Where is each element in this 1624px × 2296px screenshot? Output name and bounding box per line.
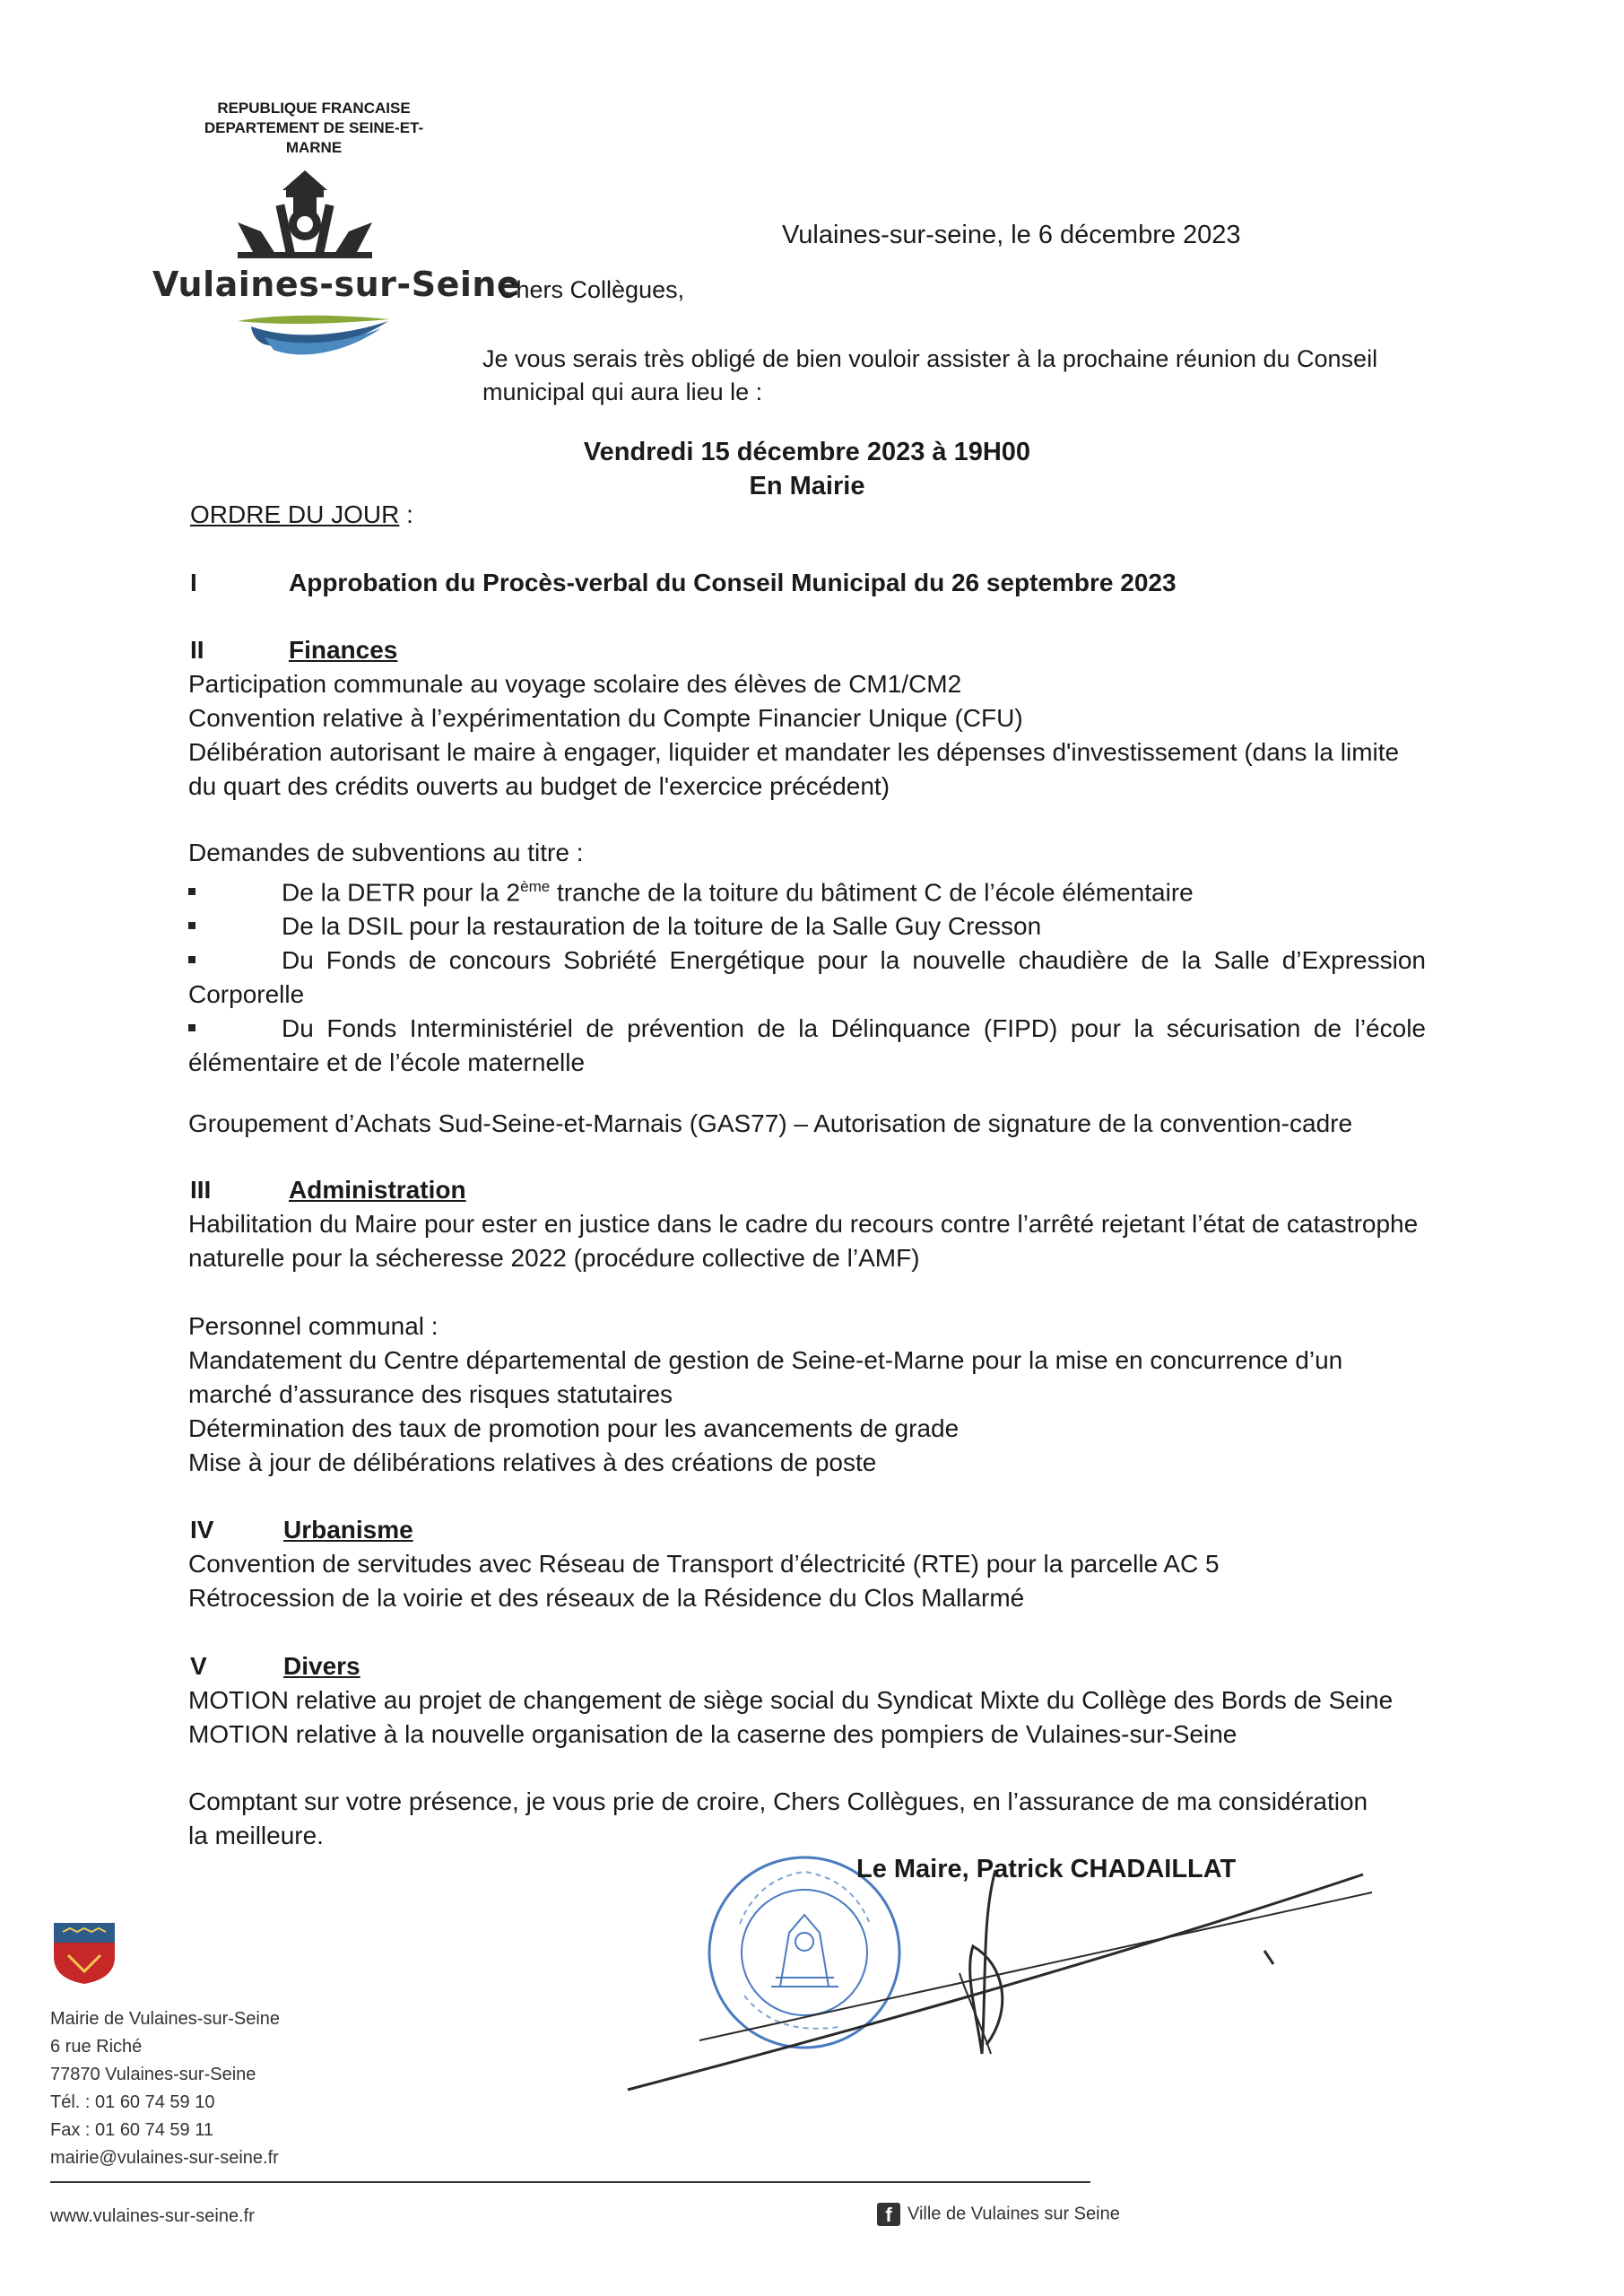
section-3-title: Administration — [289, 1176, 466, 1204]
gas77-item: Groupement d’Achats Sud-Seine-et-Marnais (GAS77) – Autorisation de signature de la convention-cadre — [188, 1109, 1353, 1137]
footer-divider — [50, 2181, 1090, 2183]
list-item: De la DETR pour la 2ème tranche de la toiture du bâtiment C de l’école élémentaire — [188, 870, 1426, 909]
list-item: Mandatement du Centre départemental de gestion de Seine-et-Marne pour la mise en concurrence d’un marché d’assurance des risques statutaires — [188, 1346, 1343, 1408]
list-item: Du Fonds de concours Sobriété Energétique pour la nouvelle chaudière de la Salle d’Expression Corporelle — [188, 946, 1426, 1009]
personnel-items — [188, 1344, 1426, 1480]
republic-header — [179, 99, 448, 158]
republic-line-1: REPUBLIQUE FRANCAISE — [217, 100, 411, 117]
address-line[interactable]: mairie@vulaines-sur-seine.fr — [50, 2148, 279, 2168]
address-line: Fax : 01 60 74 59 11 — [50, 2120, 213, 2140]
address-line: Mairie de Vulaines-sur-Seine — [50, 2009, 281, 2029]
bullet-icon — [188, 1024, 195, 1031]
section-3-num: III — [190, 1176, 212, 1204]
divers-items — [188, 1683, 1426, 1752]
section-2-title: Finances — [289, 636, 398, 664]
section-4-num: IV — [190, 1516, 214, 1544]
closing-paragraph: Comptant sur votre présence, je vous prie de croire, Chers Collègues, en l’assurance de ma considération la meilleure. — [188, 1787, 1368, 1849]
section-1-title: Approbation du Procès-verbal du Conseil Municipal du 26 septembre 2023 — [289, 569, 1177, 596]
list-item: Détermination des taux de promotion pour les avancements de grade — [188, 1414, 960, 1442]
section-4-title: Urbanisme — [283, 1516, 413, 1544]
agenda-heading — [190, 500, 413, 529]
bullet-icon — [188, 956, 195, 963]
subsidy-list — [188, 870, 1426, 1080]
section-5-title: Divers — [283, 1652, 360, 1680]
personnel-label: Personnel communal : — [188, 1312, 439, 1340]
list-item: Rétrocession de la voirie et des réseaux de la Résidence du Clos Mallarmé — [188, 1584, 1025, 1612]
facebook-label: Ville de Vulaines sur Seine — [908, 2204, 1120, 2224]
republic-line-3: MARNE — [285, 139, 343, 156]
meeting-place: En Mairie — [749, 472, 865, 500]
section-5-num: V — [190, 1652, 207, 1680]
list-item: Convention de servitudes avec Réseau de Transport d’électricité (RTE) pour la parcelle AC 5 — [188, 1550, 1220, 1578]
footer-address — [50, 2005, 280, 2172]
greeting: Chers Collègues, — [499, 276, 685, 303]
bullet-icon — [188, 888, 195, 895]
address-line: 77870 Vulaines-sur-Seine — [50, 2065, 256, 2084]
list-item: MOTION relative à la nouvelle organisation de la caserne des pompiers de Vulaines-sur-Seine — [188, 1720, 1238, 1748]
handwritten-signature-icon — [619, 1866, 1381, 2099]
section-1-num: I — [190, 569, 197, 596]
subsidies-intro: Demandes de subventions au titre : — [188, 839, 584, 866]
list-item: De la DSIL pour la restauration de la toiture de la Salle Guy Cresson — [188, 909, 1426, 944]
meeting-info — [484, 435, 1130, 503]
agenda-label: ORDRE DU JOUR — [190, 500, 400, 528]
bullet-icon — [188, 922, 195, 929]
intro-paragraph: Je vous serais très obligé de bien vouloir assister à la prochaine réunion du Conseil municipal qui aura lieu le : — [482, 345, 1378, 405]
administration-item: Habilitation du Maire pour ester en justice dans le cadre du recours contre l’arrêté rejetant l’état de catastrophe naturelle pour la sécheresse 2022 (procédure collective de l’AMF) — [188, 1210, 1419, 1272]
dateline: Vulaines-sur-seine, le 6 décembre 2023 — [782, 221, 1241, 249]
meeting-date: Vendredi 15 décembre 2023 à 19H00 — [583, 438, 1031, 466]
agenda-suffix: : — [399, 500, 413, 528]
finances-items — [188, 667, 1426, 804]
republic-line-2: DEPARTEMENT DE SEINE-ET- — [204, 119, 424, 136]
town-hall-logo-icon — [229, 169, 381, 258]
section-2-num: II — [190, 636, 204, 664]
list-item: Délibération autorisant le maire à engager, liquider et mandater les dépenses d'investissement (dans la limite du quart des crédits ouverts au budget de l'exercice précédent) — [188, 738, 1400, 800]
list-item: Participation communale au voyage scolaire des élèves de CM1/CM2 — [188, 670, 962, 698]
list-item: MOTION relative au projet de changement de siège social du Syndicat Mixte du Collège des Bords de Seine — [188, 1686, 1394, 1714]
facebook-link[interactable] — [877, 2203, 1120, 2226]
website-link[interactable]: www.vulaines-sur-seine.fr — [50, 2206, 255, 2226]
address-line: 6 rue Riché — [50, 2037, 143, 2057]
list-item: Du Fonds Interministériel de prévention de la Délinquance (FIPD) pour la sécurisation de l’école élémentaire et de l’école maternelle — [188, 1014, 1426, 1077]
river-wave-icon — [238, 314, 390, 361]
coat-of-arms-icon — [50, 1919, 118, 1987]
town-brand: Vulaines-sur-Seine — [152, 265, 521, 304]
urbanisme-items — [188, 1547, 1426, 1615]
mayor-signature-name: Le Maire, Patrick CHADAILLAT — [856, 1855, 1237, 1883]
address-line: Tél. : 01 60 74 59 10 — [50, 2092, 215, 2112]
list-item: Convention relative à l’expérimentation du Compte Financier Unique (CFU) — [188, 704, 1023, 732]
list-item: Mise à jour de délibérations relatives à des créations de poste — [188, 1448, 877, 1476]
facebook-icon: f — [877, 2203, 900, 2226]
